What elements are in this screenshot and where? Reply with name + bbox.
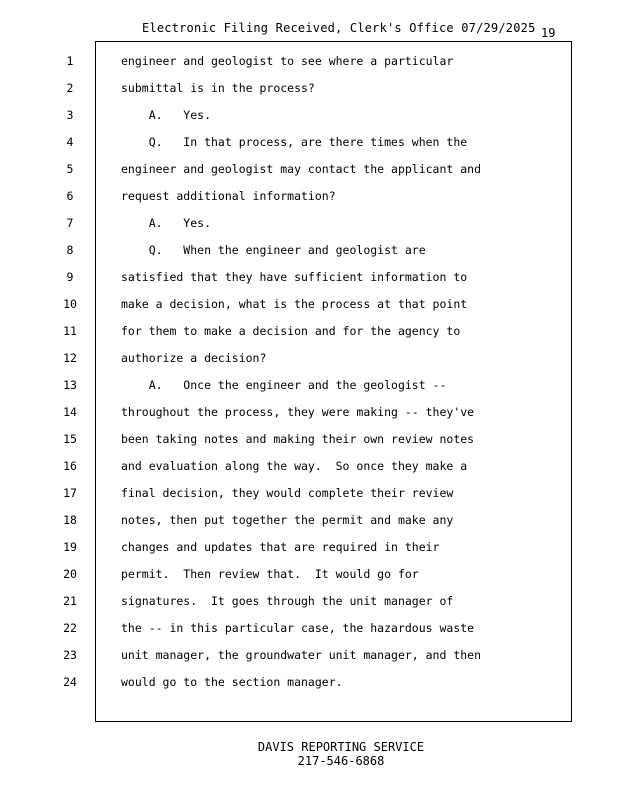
transcript-line: permit. Then review that. It would go for (121, 567, 419, 581)
transcript-line: A. Yes. (121, 108, 212, 122)
line-number: 1 (66, 54, 74, 68)
line-number: 13 (63, 378, 77, 392)
transcript-line: the -- in this particular case, the hazardous waste (121, 621, 475, 635)
transcript-line: engineer and geologist to see where a particular (121, 54, 454, 68)
line-number: 12 (63, 351, 77, 365)
transcript-line: final decision, they would complete their review (121, 486, 454, 500)
transcript-line: A. Once the engineer and the geologist -- (121, 378, 447, 392)
filing-stamp: Electronic Filing Received, Clerk's Office 07/29/2025 (142, 21, 536, 35)
line-number: 24 (63, 675, 77, 689)
line-number: 21 (63, 594, 77, 608)
transcript-line: request additional information? (121, 189, 336, 203)
transcript-line: A. Yes. (121, 216, 212, 230)
transcript-line: satisfied that they have sufficient information to (121, 270, 468, 284)
transcript-line: been taking notes and making their own review notes (121, 432, 475, 446)
line-number: 17 (63, 486, 77, 500)
line-number: 20 (63, 567, 77, 581)
line-number: 4 (66, 135, 74, 149)
transcript-line: authorize a decision? (121, 351, 267, 365)
transcript-line: Q. In that process, are there times when the (121, 135, 468, 149)
transcript-line: changes and updates that are required in their (121, 540, 440, 554)
line-number: 14 (63, 405, 77, 419)
footer (0, 740, 618, 768)
reporting-phone: 217-546-6868 (297, 754, 385, 768)
page-number: 19 (541, 26, 556, 40)
line-number: 3 (66, 108, 74, 122)
line-number: 18 (63, 513, 77, 527)
transcript-line: signatures. It goes through the unit manager of (121, 594, 454, 608)
line-number: 15 (63, 432, 77, 446)
transcript-line: notes, then put together the permit and make any (121, 513, 454, 527)
line-number: 22 (63, 621, 77, 635)
transcript-line: make a decision, what is the process at that point (121, 297, 468, 311)
line-number: 7 (66, 216, 74, 230)
line-number: 8 (66, 243, 74, 257)
line-number: 23 (63, 648, 77, 662)
transcript-line: for them to make a decision and for the agency to (121, 324, 461, 338)
transcript-line: Q. When the engineer and geologist are (121, 243, 426, 257)
transcript-line: and evaluation along the way. So once they make a (121, 459, 468, 473)
line-number: 16 (63, 459, 77, 473)
line-number: 2 (66, 81, 74, 95)
line-number: 6 (66, 189, 74, 203)
transcript-text (121, 52, 561, 700)
transcript-line: unit manager, the groundwater unit manager, and then (121, 648, 482, 662)
transcript-line: submittal is in the process? (121, 81, 315, 95)
line-number: 9 (66, 270, 74, 284)
line-number: 10 (63, 297, 77, 311)
transcript-line: engineer and geologist may contact the applicant and (121, 162, 482, 176)
line-number-column (55, 52, 85, 700)
transcript-line: would go to the section manager. (121, 675, 343, 689)
reporting-company: DAVIS REPORTING SERVICE (257, 740, 425, 754)
line-number: 11 (63, 324, 77, 338)
transcript-line: throughout the process, they were making -- they've (121, 405, 475, 419)
line-number: 5 (66, 162, 74, 176)
line-number: 19 (63, 540, 77, 554)
